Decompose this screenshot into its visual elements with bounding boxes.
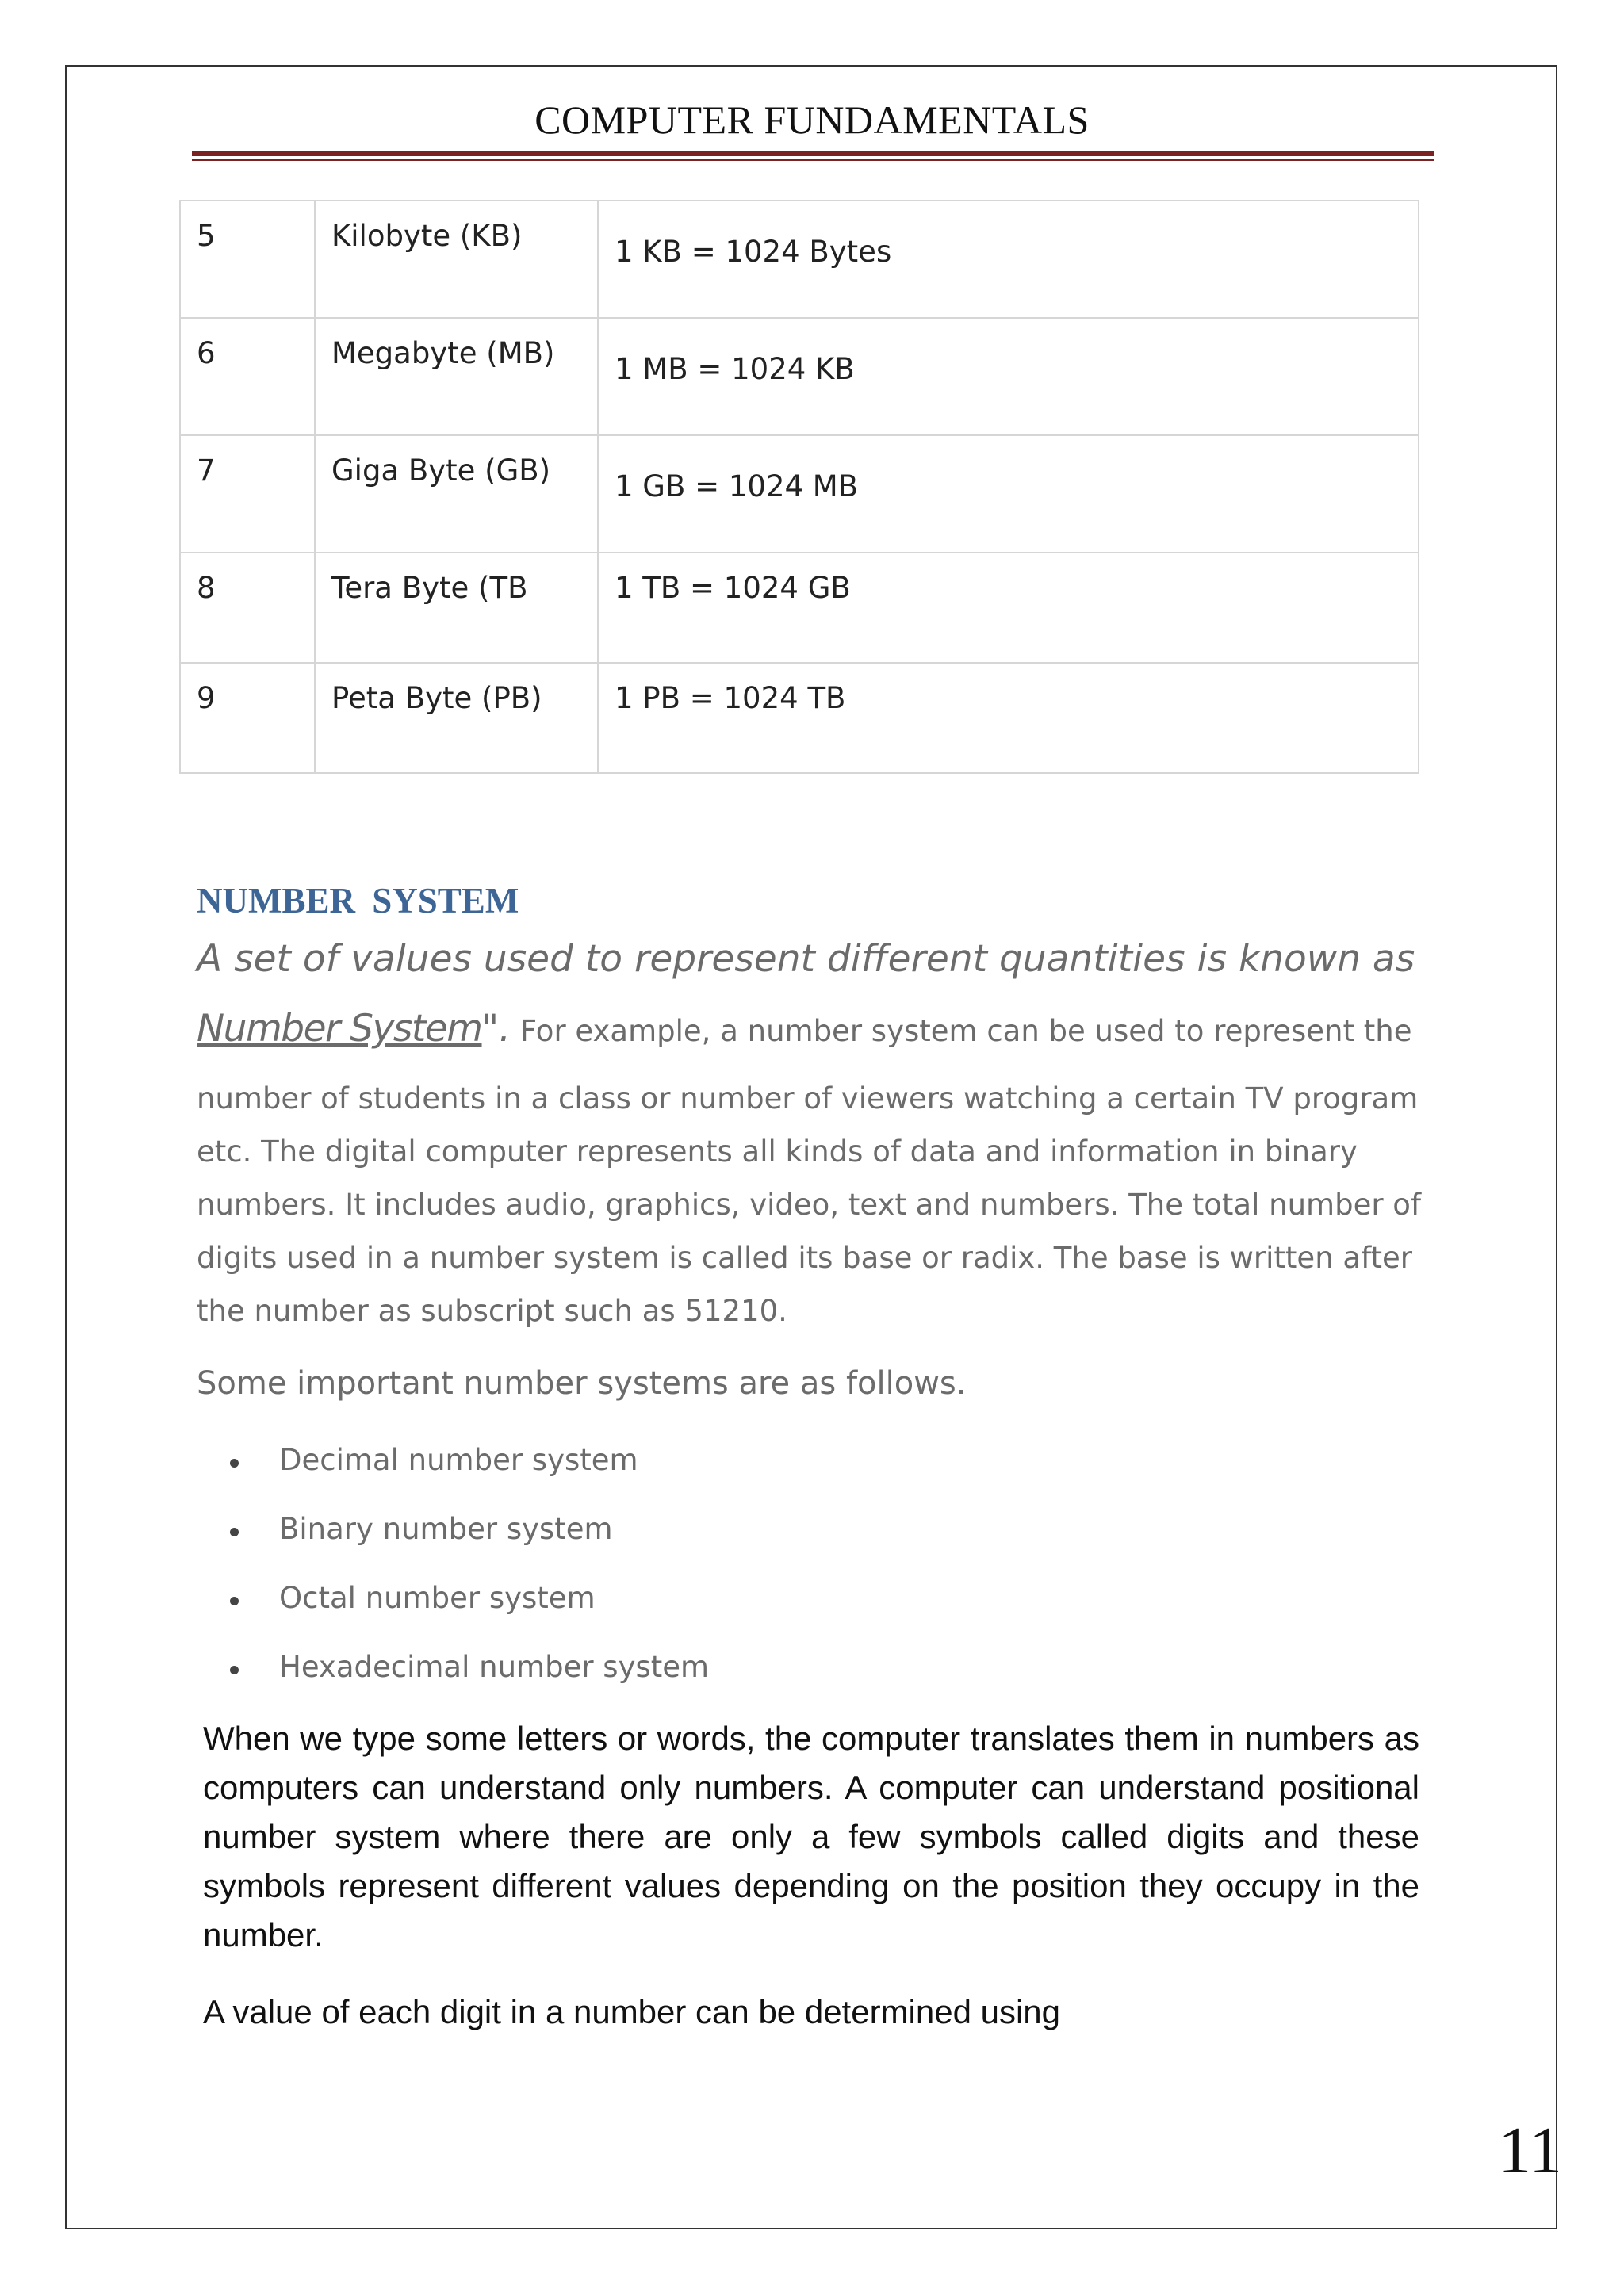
row-number-cell: 9 xyxy=(180,663,315,773)
definition-continuation: For example, a number system can be used to represent the xyxy=(511,1014,1412,1048)
page-header-title: COMPUTER FUNDAMENTALS xyxy=(534,98,1090,142)
unit-name-cell: Peta Byte (PB) xyxy=(315,663,598,773)
description-paragraph xyxy=(197,1072,1450,1337)
list-item-label: Binary number system xyxy=(279,1512,613,1546)
list-item xyxy=(227,1650,709,1719)
list-item-label: Hexadecimal number system xyxy=(279,1650,710,1684)
unit-name-cell: Tera Byte (TB xyxy=(315,553,598,663)
paragraph-line: etc. The digital computer represents all kinds of data and information in binary xyxy=(197,1135,1358,1169)
unit-name-cell: Megabyte (MB) xyxy=(315,318,598,435)
unit-value-cell: 1 MB = 1024 KB xyxy=(598,318,1419,435)
header-rule xyxy=(192,151,1434,156)
table-row xyxy=(180,663,1419,773)
definition-term: Number System xyxy=(197,1007,482,1050)
paragraph-line: numbers. It includes audio, graphics, video, text and numbers. The total number of xyxy=(197,1188,1421,1222)
number-systems-list xyxy=(227,1443,709,1719)
bullet-icon xyxy=(230,1459,239,1468)
list-item-label: Octal number system xyxy=(279,1581,596,1615)
definition-term-line xyxy=(197,1007,1434,1050)
definition-text: A set of values used to represent different quantities is known as xyxy=(197,937,1415,981)
list-item xyxy=(227,1512,709,1581)
paragraph-line: number of students in a class or number of viewers watching a certain TV program xyxy=(197,1081,1419,1115)
section-heading: NUMBER SYSTEM xyxy=(197,881,519,920)
unit-name-cell: Kilobyte (KB) xyxy=(315,201,598,318)
bullet-icon xyxy=(230,1597,239,1605)
table-row xyxy=(180,201,1419,318)
body-paragraph: When we type some letters or words, the computer translates them in numbers as computers can understand only numbers. A computer can understand positional number system where there are only a few symbols called digits and these symbols represent different values depending on the position they occupy in the number. xyxy=(203,1720,1419,1954)
definition-term-end: ". xyxy=(481,1007,511,1050)
paragraph-line: digits used in a number system is called its base or radix. The base is written after xyxy=(197,1241,1412,1275)
unit-value-cell: 1 KB = 1024 Bytes xyxy=(598,201,1419,318)
list-item-label: Decimal number system xyxy=(279,1443,638,1477)
body-paragraph-2: A value of each digit in a number can be determined using xyxy=(203,1993,1061,2030)
table-row xyxy=(180,318,1419,435)
units-table xyxy=(179,200,1419,774)
list-item xyxy=(227,1443,709,1512)
bullet-icon xyxy=(230,1666,239,1674)
row-number-cell: 5 xyxy=(180,201,315,318)
row-number-cell: 8 xyxy=(180,553,315,663)
bullet-icon xyxy=(230,1528,239,1536)
list-intro: Some important number systems are as follows. xyxy=(197,1365,967,1402)
unit-value-cell: 1 TB = 1024 GB xyxy=(598,553,1419,663)
table-row xyxy=(180,435,1419,553)
row-number-cell: 6 xyxy=(180,318,315,435)
paragraph-line: the number as subscript such as 51210. xyxy=(197,1294,787,1328)
unit-value-cell: 1 PB = 1024 TB xyxy=(598,663,1419,773)
table-row xyxy=(180,553,1419,663)
unit-value-cell: 1 GB = 1024 MB xyxy=(598,435,1419,553)
row-number-cell: 7 xyxy=(180,435,315,553)
unit-name-cell: Giga Byte (GB) xyxy=(315,435,598,553)
list-item xyxy=(227,1581,709,1650)
page-number: 11 xyxy=(1498,2114,1562,2187)
header-rule-thin xyxy=(192,159,1434,161)
